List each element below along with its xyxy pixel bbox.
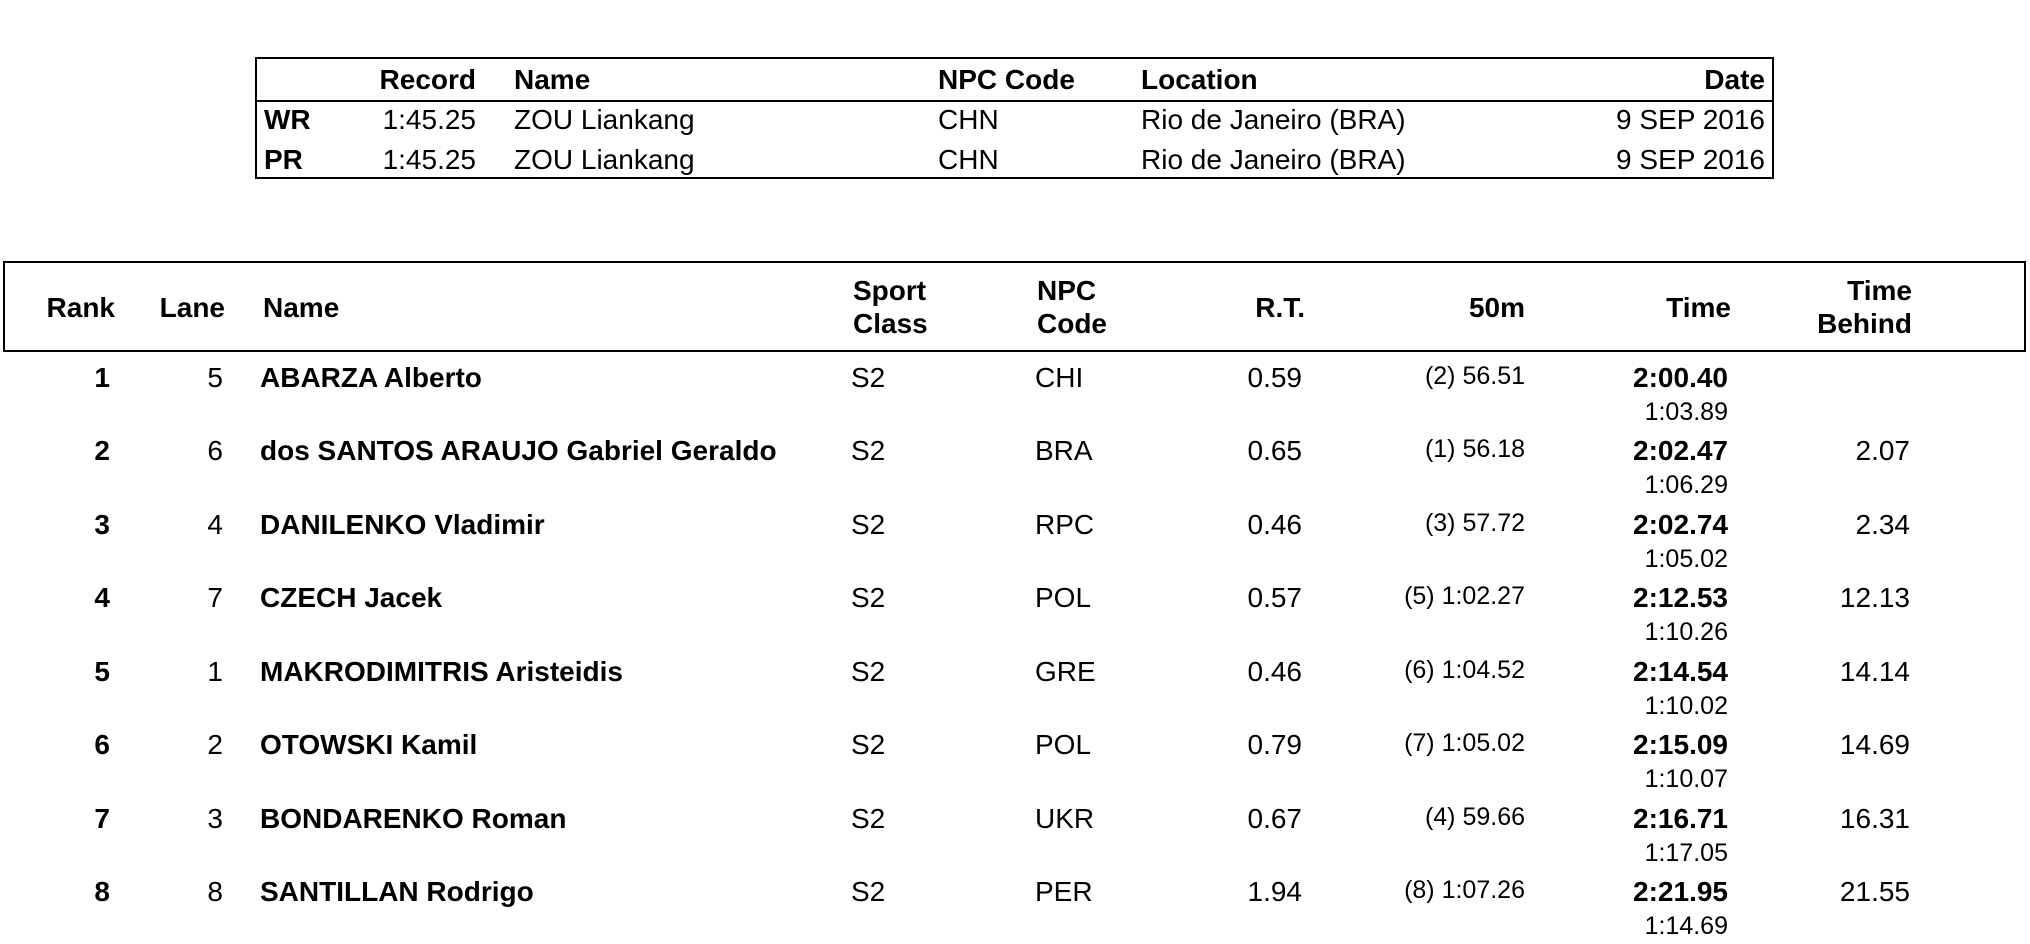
athlete-name: OTOWSKI Kamil: [260, 729, 478, 760]
lane: 3: [207, 803, 223, 834]
reaction-time: 0.59: [1247, 362, 1302, 393]
split-100m: 1:03.89: [1644, 398, 1728, 426]
result-row: [0, 793, 2030, 867]
results-header: [3, 261, 2026, 352]
rank: 6: [94, 729, 110, 760]
athlete-name: MAKRODIMITRIS Aristeidis: [260, 656, 623, 687]
lane: 7: [207, 582, 223, 613]
time-behind: 16.31: [1839, 803, 1910, 834]
sport-class: S2: [851, 803, 886, 834]
rank: 8: [94, 876, 110, 907]
npc-code: POL: [1035, 729, 1092, 760]
npc-code: BRA: [1035, 435, 1093, 466]
rank: 2: [94, 435, 110, 466]
split-100m: 1:06.29: [1644, 471, 1728, 499]
header-npc-line1: NPC: [1037, 275, 1097, 306]
time-behind: 14.69: [1839, 729, 1910, 760]
final-time: 2:14.54: [1633, 656, 1728, 687]
reaction-time: 0.79: [1247, 729, 1302, 760]
athlete-name: BONDARENKO Roman: [260, 803, 567, 834]
sport-class: S2: [851, 656, 886, 687]
sport-class: S2: [851, 435, 886, 466]
record-name: ZOU Liankang: [514, 104, 695, 135]
record-abbr: WR: [264, 104, 311, 135]
final-time: 2:00.40: [1633, 362, 1728, 393]
header-npc-line2: Code: [1037, 308, 1107, 339]
split-100m: 1:17.05: [1644, 839, 1728, 867]
records-table: [255, 57, 1774, 179]
final-time: 2:12.53: [1633, 582, 1728, 613]
time-behind: 14.14: [1839, 656, 1910, 687]
final-time: 2:21.95: [1633, 876, 1728, 907]
header-50m: 50m: [1468, 292, 1525, 323]
sport-class: S2: [851, 729, 886, 760]
header-npc-code: [1037, 274, 1107, 340]
split-50m: (8) 1:07.26: [1404, 876, 1525, 904]
athlete-name: DANILENKO Vladimir: [260, 509, 545, 540]
athlete-name: dos SANTOS ARAUJO Gabriel Geraldo: [260, 435, 777, 466]
reaction-time: 0.67: [1247, 803, 1302, 834]
record-abbr: PR: [264, 144, 303, 175]
sport-class: S2: [851, 876, 886, 907]
record-row-wr: [257, 100, 1772, 140]
record-time: 1:45.25: [382, 144, 476, 175]
reaction-time: 0.57: [1247, 582, 1302, 613]
header-rt: R.T.: [1255, 292, 1305, 323]
header-behind-line2: Behind: [1817, 308, 1912, 339]
npc-code: UKR: [1035, 803, 1095, 834]
time-behind: 12.13: [1839, 582, 1910, 613]
sport-class: S2: [851, 509, 886, 540]
header-time-behind: [1765, 274, 1912, 340]
lane: 5: [207, 362, 223, 393]
time-behind: 2.34: [1855, 509, 1910, 540]
header-lane: Lane: [159, 292, 225, 323]
records-header: [257, 59, 1772, 102]
records-header-npc: NPC Code: [938, 64, 1075, 95]
lane: 2: [207, 729, 223, 760]
split-50m: (7) 1:05.02: [1404, 729, 1525, 757]
lane: 4: [207, 509, 223, 540]
sport-class: S2: [851, 362, 886, 393]
records-header-date: Date: [1704, 64, 1765, 95]
records-header-record: Record: [379, 64, 476, 95]
lane: 1: [207, 656, 223, 687]
split-100m: 1:05.02: [1644, 545, 1728, 573]
result-row: [0, 866, 2030, 940]
rank: 7: [94, 803, 110, 834]
record-date: 9 SEP 2016: [1616, 144, 1765, 175]
final-time: 2:02.74: [1633, 509, 1728, 540]
record-npc: CHN: [938, 144, 999, 175]
split-50m: (4) 59.66: [1424, 803, 1525, 831]
lane: 6: [207, 435, 223, 466]
reaction-time: 0.46: [1247, 656, 1302, 687]
rank: 3: [94, 509, 110, 540]
final-time: 2:15.09: [1633, 729, 1728, 760]
header-sport-class: [853, 274, 928, 340]
npc-code: GRE: [1035, 656, 1096, 687]
record-name: ZOU Liankang: [514, 144, 695, 175]
header-sport-class-line1: Sport: [853, 275, 927, 306]
header-sport-class-line2: Class: [853, 308, 928, 339]
sport-class: S2: [851, 582, 886, 613]
record-time: 1:45.25: [382, 104, 476, 135]
reaction-time: 0.46: [1247, 509, 1302, 540]
reaction-time: 1.94: [1247, 876, 1302, 907]
header-rank: Rank: [46, 292, 115, 323]
split-50m: (5) 1:02.27: [1404, 582, 1525, 610]
rank: 4: [94, 582, 110, 613]
lane: 8: [207, 876, 223, 907]
records-header-location: Location: [1141, 64, 1258, 95]
final-time: 2:16.71: [1633, 803, 1728, 834]
rank: 5: [94, 656, 110, 687]
record-date: 9 SEP 2016: [1616, 104, 1765, 135]
athlete-name: CZECH Jacek: [260, 582, 443, 613]
reaction-time: 0.65: [1247, 435, 1302, 466]
time-behind: 21.55: [1839, 876, 1910, 907]
final-time: 2:02.47: [1633, 435, 1728, 466]
header-behind-line1: Time: [1847, 275, 1912, 306]
split-100m: 1:10.02: [1644, 692, 1728, 720]
split-50m: (6) 1:04.52: [1404, 656, 1525, 684]
record-location: Rio de Janeiro (BRA): [1141, 144, 1406, 175]
athlete-name: SANTILLAN Rodrigo: [260, 876, 534, 907]
time-behind: 2.07: [1855, 435, 1910, 466]
result-row: [0, 425, 2030, 499]
record-npc: CHN: [938, 104, 999, 135]
header-name: Name: [263, 292, 340, 323]
split-50m: (3) 57.72: [1424, 509, 1525, 537]
split-100m: 1:14.69: [1644, 912, 1728, 940]
npc-code: PER: [1035, 876, 1093, 907]
header-time: Time: [1666, 292, 1731, 323]
athlete-name: ABARZA Alberto: [260, 362, 482, 393]
split-100m: 1:10.26: [1644, 618, 1728, 646]
split-50m: (2) 56.51: [1424, 362, 1525, 390]
records-header-name: Name: [514, 64, 591, 95]
rank: 1: [94, 362, 110, 393]
result-row: [0, 719, 2030, 793]
npc-code: CHI: [1035, 362, 1084, 393]
record-row-pr: [257, 140, 1772, 180]
split-100m: 1:10.07: [1644, 765, 1728, 793]
result-row: [0, 646, 2030, 720]
result-row: [0, 352, 2030, 426]
npc-code: RPC: [1035, 509, 1095, 540]
record-location: Rio de Janeiro (BRA): [1141, 104, 1406, 135]
npc-code: POL: [1035, 582, 1092, 613]
result-row: [0, 499, 2030, 573]
split-50m: (1) 56.18: [1424, 435, 1525, 463]
result-row: [0, 572, 2030, 646]
